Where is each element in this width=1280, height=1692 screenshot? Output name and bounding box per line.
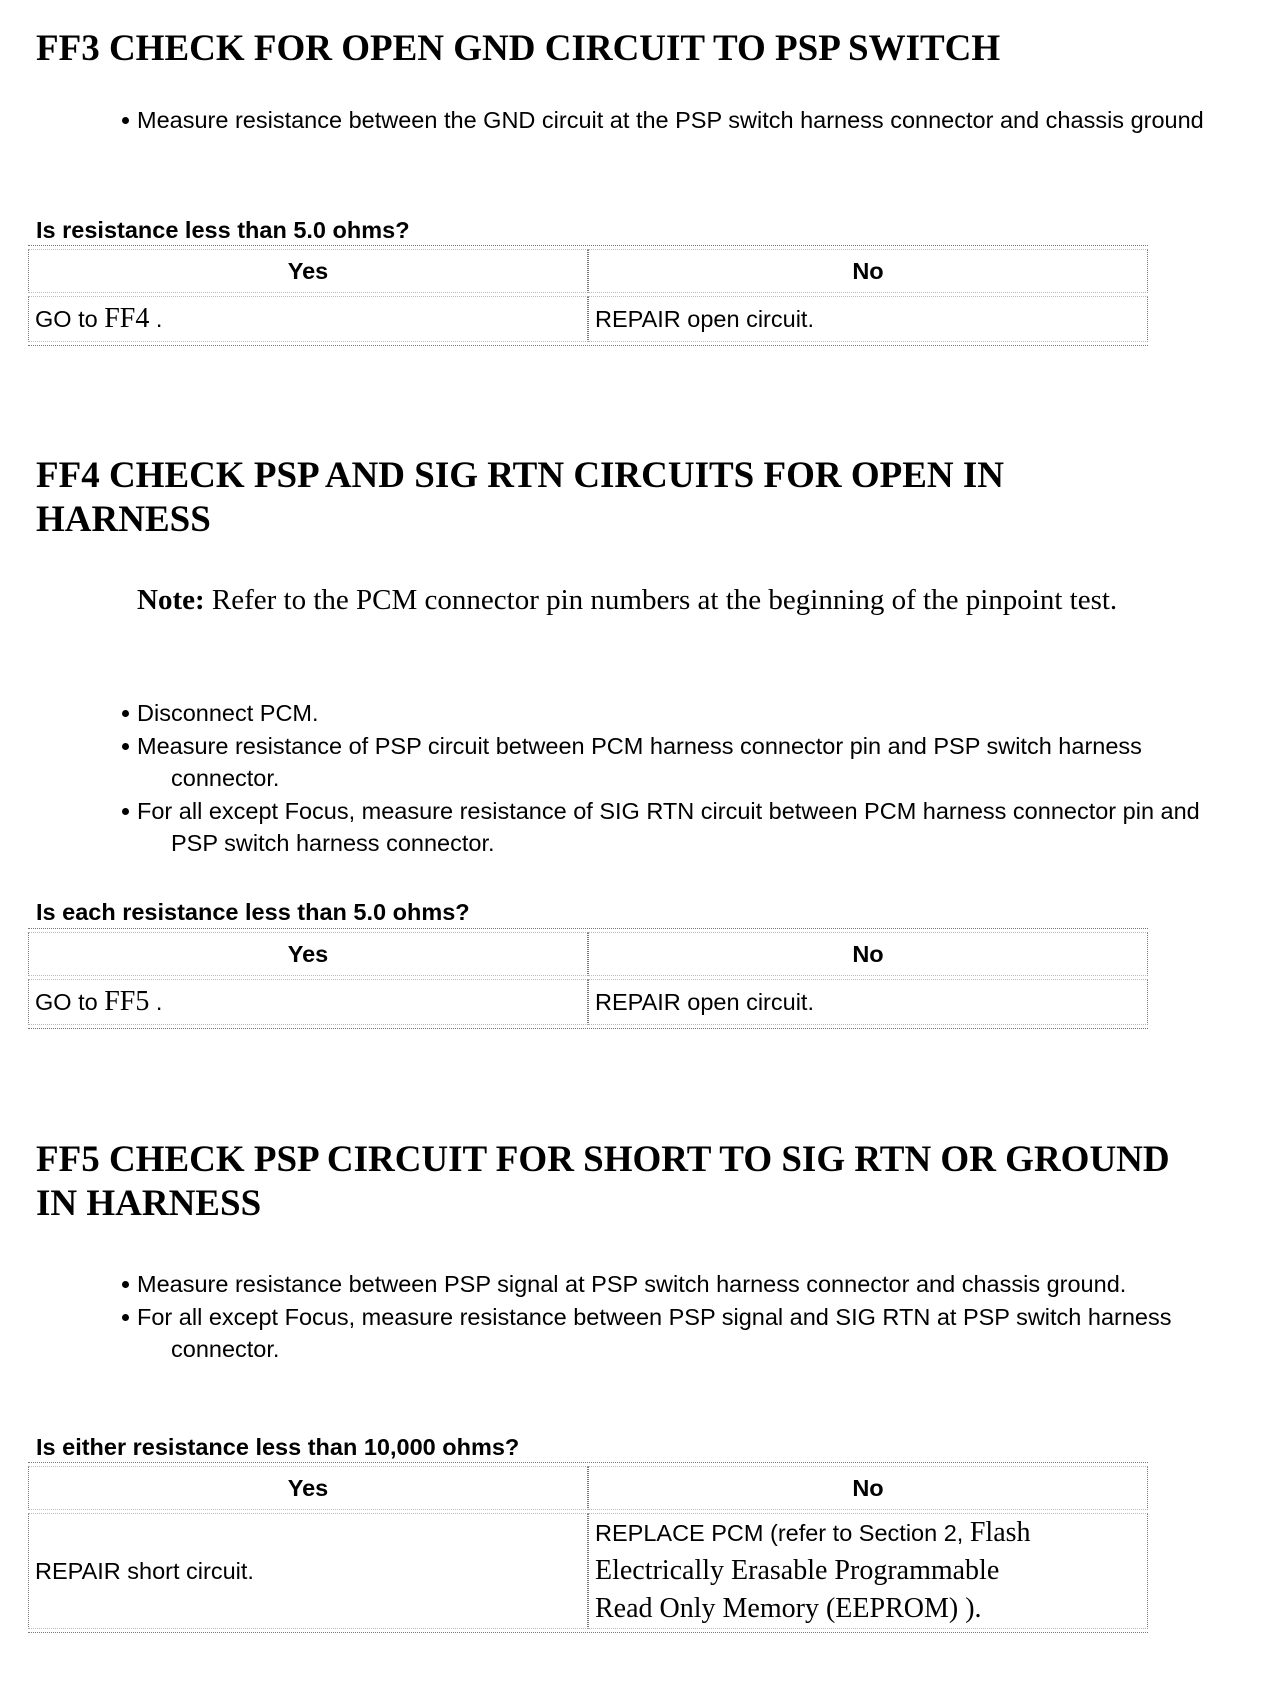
ff4-bullet-list (120, 697, 1230, 860)
ff3-question: Is resistance less than 5.0 ohms? (36, 217, 410, 243)
ff5-answer-table (28, 1462, 1148, 1633)
bullet-icon (122, 743, 129, 750)
no-cell: REPLACE PCM (refer to Section 2, Flash Electrically Erasable Programmable Read Only Memory (EEPROM) ). (588, 1513, 1148, 1629)
ff4-question: Is each resistance less than 5.0 ohms? (36, 899, 470, 925)
ff5-question: Is either resistance less than 10,000 ohms? (36, 1434, 520, 1460)
ff3-bullet-list (120, 104, 1230, 137)
list-item: Measure resistance between the GND circuit at the PSP switch harness connector and chassis ground (120, 104, 1230, 136)
bullet-icon (122, 808, 129, 815)
note-label: Note: (137, 584, 205, 616)
list-item: Measure resistance between PSP signal at PSP switch harness connector and chassis ground. (120, 1268, 1230, 1300)
no-cell: REPAIR open circuit. (588, 979, 1148, 1025)
ff4-link[interactable]: FF4 (104, 303, 150, 334)
no-header: No (588, 249, 1148, 293)
list-item: For all except Focus, measure resistance between PSP signal and SIG RTN at PSP switch harness connector. (120, 1301, 1230, 1365)
no-header: No (588, 932, 1148, 976)
list-item: Measure resistance of PSP circuit between PCM harness connector pin and PSP switch harness connector. (120, 730, 1230, 794)
bullet-icon (122, 1314, 129, 1321)
bullet-icon (122, 710, 129, 717)
bullet-icon (122, 117, 129, 124)
no-cell: REPAIR open circuit. (588, 296, 1148, 342)
ff5-link[interactable]: FF5 (104, 986, 150, 1017)
no-header: No (588, 1466, 1148, 1510)
ff5-bullet-list (120, 1268, 1230, 1366)
ff4-note: Note: Refer to the PCM connector pin numbers at the beginning of the pinpoint test. (137, 584, 1118, 616)
eeprom-link[interactable]: Read Only Memory (EEPROM) (595, 1593, 959, 1624)
ff5-heading: FF5 CHECK PSP CIRCUIT FOR SHORT TO SIG RTN OR GROUND IN HARNESS (36, 1139, 1170, 1224)
yes-cell: GO to FF4 . (28, 296, 588, 342)
list-item: For all except Focus, measure resistance of SIG RTN circuit between PCM harness connector pin and PSP switch harness connector. (120, 795, 1230, 859)
yes-cell: GO to FF5 . (28, 979, 588, 1025)
yes-cell: REPAIR short circuit. (28, 1513, 588, 1629)
list-item: Disconnect PCM. (120, 697, 1230, 729)
yes-header: Yes (28, 249, 588, 293)
yes-header: Yes (28, 932, 588, 976)
ff3-heading: FF3 CHECK FOR OPEN GND CIRCUIT TO PSP SWITCH (36, 28, 1001, 69)
yes-header: Yes (28, 1466, 588, 1510)
ff4-heading: FF4 CHECK PSP AND SIG RTN CIRCUITS FOR OPEN IN HARNESS (36, 455, 1004, 540)
ff4-answer-table (28, 928, 1148, 1029)
bullet-icon (122, 1281, 129, 1288)
ff3-answer-table (28, 245, 1148, 346)
